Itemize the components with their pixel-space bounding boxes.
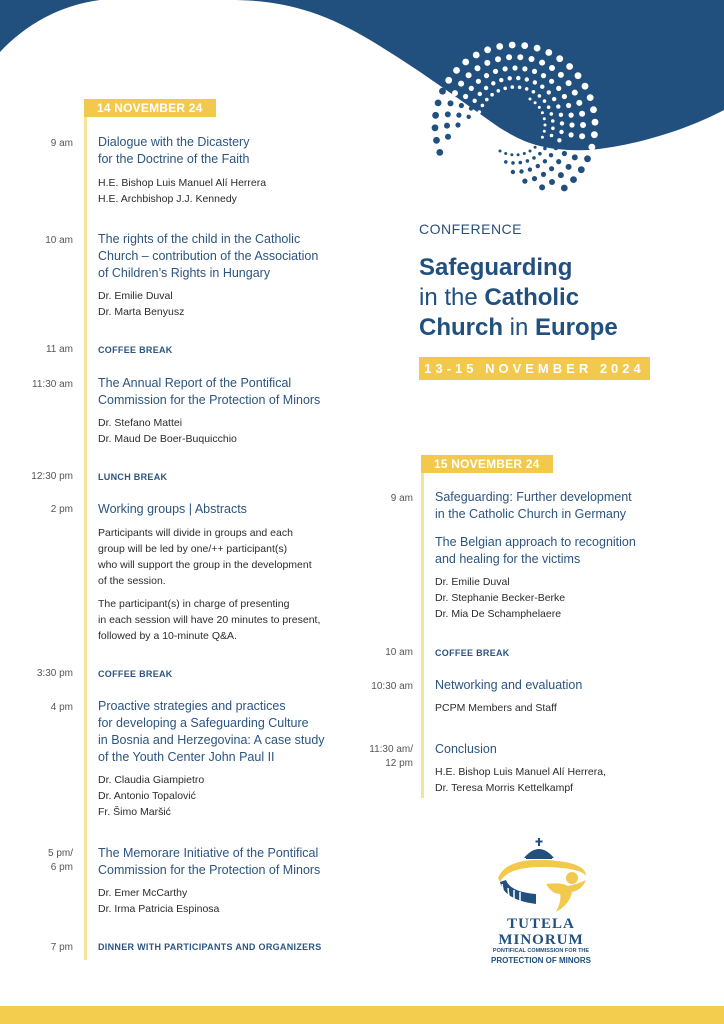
emblem-dot — [459, 103, 464, 108]
time-line: 6 pm — [50, 862, 73, 873]
session-speakers — [98, 885, 219, 917]
emblem-dot — [466, 72, 472, 78]
emblem-dot — [543, 117, 546, 120]
emblem-dot — [543, 147, 547, 151]
session-time — [13, 847, 73, 875]
speaker: Dr. Teresa Morris Kettelkampf — [435, 782, 574, 794]
emblem-dot — [547, 105, 551, 109]
emblem-dot — [556, 159, 561, 164]
emblem-dot — [445, 134, 451, 140]
break-label: COFFEE BREAK — [98, 669, 173, 679]
speaker: Dr. Mia De Schamphelaere — [435, 608, 562, 620]
emblem-dot — [525, 87, 529, 91]
title-word: in the — [419, 284, 485, 311]
emblem-dot — [592, 119, 599, 126]
emblem-dot — [436, 149, 443, 156]
emblem-dot — [547, 141, 551, 145]
emblem-dot — [512, 65, 517, 70]
logo-subtitle: PROTECTION OF MINORS — [491, 956, 591, 965]
emblem-dot — [541, 136, 544, 139]
emblem-dot — [543, 99, 547, 103]
emblem-dot — [541, 73, 546, 78]
day2-timeline — [421, 456, 424, 798]
emblem-dot — [566, 80, 572, 86]
session-speakers — [98, 288, 184, 320]
emblem-dot — [539, 184, 545, 190]
emblem-dot — [432, 124, 439, 131]
description-line: of the session. — [98, 575, 166, 587]
emblem-dot — [579, 133, 585, 139]
emblem-dot — [529, 98, 532, 101]
title-line: Church – contribution of the Association — [98, 249, 319, 263]
emblem-dot — [523, 152, 526, 155]
emblem-dot — [589, 144, 596, 151]
conference-label: CONFERENCE — [419, 221, 523, 237]
title-line: The Memorare Initiative of the Pontifical — [98, 846, 319, 860]
emblem-dot — [543, 130, 546, 133]
emblem-dot — [549, 179, 555, 185]
emblem-dot — [580, 122, 586, 128]
emblem-dot — [551, 127, 555, 131]
day1-timeline — [84, 100, 87, 960]
emblem-dot — [541, 111, 544, 114]
emblem-dot — [558, 72, 564, 78]
emblem-dot — [476, 79, 481, 84]
session-title — [98, 845, 320, 879]
logo-name — [470, 916, 612, 948]
emblem-dot — [559, 130, 563, 134]
emblem-dot — [540, 85, 544, 89]
emblem-dot — [439, 88, 446, 95]
speaker: Fr. Šimo Maršić — [98, 806, 171, 818]
emblem-dot — [463, 94, 468, 99]
emblem-dot — [550, 134, 554, 138]
emblem-dot — [556, 104, 560, 108]
emblem-dot — [495, 56, 501, 62]
emblem-dot — [541, 172, 546, 177]
session-time: 10 am — [45, 235, 73, 246]
title-word: Safeguarding — [419, 254, 573, 281]
emblem-dot — [572, 90, 578, 96]
emblem-dot — [432, 112, 439, 119]
emblem-dot — [522, 66, 527, 71]
emblem-dot — [566, 103, 571, 108]
title-word: in — [503, 314, 536, 341]
emblem-dot — [549, 65, 555, 71]
title-line: Safeguarding: Further development — [435, 490, 632, 504]
emblem-dot — [511, 161, 515, 165]
speaker: Dr. Emer McCarthy — [98, 887, 188, 899]
emblem-dot — [549, 166, 554, 171]
dotted-spiral-emblem-icon — [430, 30, 630, 220]
emblem-dot — [566, 63, 573, 70]
session-time: 2 pm — [50, 504, 73, 515]
emblem-dot — [444, 123, 450, 129]
emblem-dot — [497, 89, 501, 93]
date-banner: 13-15 NOVEMBER 2024 — [419, 357, 650, 380]
emblem-dot — [556, 55, 563, 62]
emblem-dot — [575, 72, 582, 79]
emblem-dot — [584, 155, 591, 162]
session-time: 11:30 am — [32, 379, 73, 390]
title-line: Working groups | Abstracts — [98, 502, 247, 516]
emblem-dot — [469, 106, 473, 110]
emblem-dot — [529, 56, 535, 62]
session-time: 10:30 am — [371, 681, 413, 692]
emblem-dot — [525, 77, 529, 81]
emblem-dot — [445, 111, 451, 117]
session-speakers — [435, 764, 606, 796]
speaker: Dr. Marta Benyusz — [98, 306, 185, 318]
emblem-dot — [576, 100, 582, 106]
title-word: Europe — [535, 314, 618, 341]
emblem-dot — [475, 65, 481, 71]
emblem-dot — [462, 59, 469, 66]
emblem-dot — [572, 154, 578, 160]
emblem-dot — [536, 164, 540, 168]
emblem-dot — [473, 52, 480, 59]
emblem-dot — [587, 94, 594, 101]
emblem-dot — [558, 172, 564, 178]
emblem-dot — [485, 98, 489, 102]
emblem-dot — [557, 138, 561, 142]
emblem-dot — [458, 81, 464, 87]
emblem-dot — [503, 87, 507, 91]
speaker: Dr. Stefano Mattei — [98, 417, 183, 429]
description-line: group will be led by one/++ participant(s) — [98, 543, 288, 555]
session-time: 10 am — [385, 647, 413, 658]
session-title — [435, 534, 636, 568]
emblem-dot — [528, 167, 532, 171]
emblem-dot — [511, 85, 515, 89]
emblem-dot — [590, 106, 597, 113]
emblem-dot — [570, 176, 577, 183]
session-title — [435, 677, 582, 694]
emblem-dot — [484, 73, 489, 78]
title-line: of the Youth Center John Paul II — [98, 750, 275, 764]
logo-name-line: MINORUM — [498, 932, 584, 948]
emblem-dot — [478, 110, 482, 114]
speaker: Dr. Emilie Duval — [435, 576, 510, 588]
session-time: 9 am — [50, 138, 73, 149]
session-title — [98, 501, 247, 518]
emblem-dot — [448, 100, 454, 106]
tutela-minorum-logo-icon — [486, 838, 596, 918]
time-line: 11:30 am/ — [369, 744, 413, 755]
emblem-dot — [554, 146, 558, 150]
description-line: The participant(s) in charge of presenting — [98, 598, 290, 610]
emblem-dot — [538, 141, 541, 144]
title-line: Networking and evaluation — [435, 678, 583, 692]
speaker: Dr. Emilie Duval — [98, 290, 173, 302]
emblem-dot — [566, 164, 572, 170]
emblem-dot — [552, 97, 556, 101]
emblem-dot — [473, 99, 477, 103]
emblem-dot — [539, 60, 545, 66]
emblem-dot — [532, 69, 537, 74]
emblem-dot — [521, 42, 528, 49]
session-time: 11 am — [45, 344, 73, 355]
speaker: Dr. Maud De Boer-Buquicchio — [98, 433, 237, 445]
emblem-dot — [522, 179, 527, 184]
session-speakers — [98, 415, 237, 447]
emblem-dot — [491, 81, 495, 85]
title-line: Dialogue with the Dicastery — [98, 135, 250, 149]
session-description — [98, 525, 312, 589]
title-line: in the Catholic Church in Germany — [435, 507, 627, 521]
session-time: 4 pm — [50, 702, 73, 713]
emblem-dot — [510, 153, 513, 156]
emblem-dot — [481, 104, 485, 108]
session-time: 7 pm — [50, 942, 73, 953]
emblem-dot — [533, 80, 537, 84]
session-title — [435, 489, 632, 523]
emblem-dot — [503, 66, 508, 71]
emblem-dot — [532, 176, 537, 181]
footer-bar — [0, 1006, 724, 1024]
emblem-dot — [562, 151, 567, 156]
emblem-dot — [534, 45, 541, 52]
speaker: Dr. Antonio Topalović — [98, 790, 196, 802]
break-label: DINNER WITH PARTICIPANTS AND ORGANIZERS — [98, 942, 322, 952]
emblem-dot — [582, 83, 589, 90]
emblem-dot — [591, 131, 598, 138]
emblem-dot — [561, 185, 568, 192]
title-line: for the Doctrine of the Faith — [98, 152, 250, 166]
emblem-dot — [504, 152, 507, 155]
emblem-dot — [445, 77, 452, 84]
time-line: 5 pm/ — [47, 848, 73, 859]
session-title — [98, 231, 318, 282]
emblem-dot — [538, 94, 542, 98]
emblem-dot — [559, 113, 563, 117]
speaker: H.E. Bishop Luis Manuel Alí Herrera — [98, 177, 267, 189]
emblem-dot — [545, 49, 552, 56]
emblem-dot — [532, 156, 536, 160]
emblem-dot — [517, 54, 523, 60]
emblem-dot — [569, 122, 574, 127]
emblem-dot — [484, 86, 488, 90]
emblem-dot — [549, 153, 553, 157]
emblem-dot — [478, 92, 482, 96]
speaker: Dr. Stephanie Becker-Berke — [435, 592, 566, 604]
emblem-dot — [504, 160, 508, 164]
emblem-dot — [547, 90, 551, 94]
emblem-dot — [469, 86, 474, 91]
emblem-dot — [484, 46, 491, 53]
emblem-dot — [526, 159, 530, 163]
session-speakers — [435, 700, 557, 716]
emblem-dot — [511, 170, 515, 174]
session-title — [98, 698, 325, 766]
session-title — [435, 741, 497, 758]
emblem-dot — [566, 142, 571, 147]
emblem-dot — [543, 159, 547, 163]
emblem-dot — [518, 86, 522, 90]
session-title — [98, 134, 249, 168]
logo-subtitle: PONTIFICAL COMMISSION FOR THE — [492, 948, 590, 954]
speaker: Dr. Irma Patricia Espinosa — [98, 903, 220, 915]
title-word: Church — [419, 314, 503, 341]
emblem-dot — [532, 90, 536, 94]
emblem-dot — [538, 106, 541, 109]
emblem-dot — [538, 152, 542, 156]
break-label: LUNCH BREAK — [98, 472, 168, 482]
session-title — [98, 375, 320, 409]
title-word: Catholic — [484, 284, 580, 311]
title-line: and healing for the victims — [435, 552, 581, 566]
emblem-dot — [499, 150, 502, 153]
emblem-dot — [508, 76, 512, 80]
emblem-dot — [467, 115, 471, 119]
session-time: 12:30 pm — [31, 471, 73, 482]
session-speakers — [435, 574, 565, 622]
emblem-dot — [578, 166, 585, 173]
logo-name-line: TUTELA — [507, 916, 575, 932]
title-line: Conclusion — [435, 742, 497, 756]
session-time: 3:30 pm — [36, 668, 73, 679]
speaker: PCPM Members and Staff — [435, 702, 557, 714]
day1-label: 14 NOVEMBER 24 — [84, 99, 216, 117]
emblem-dot — [579, 111, 585, 117]
session-speakers — [98, 175, 266, 207]
emblem-dot — [433, 137, 440, 144]
emblem-dot — [534, 101, 537, 104]
description-line: who will support the group in the development — [98, 559, 312, 571]
emblem-dot — [544, 124, 547, 127]
title-line: Proactive strategies and practices — [98, 699, 286, 713]
emblem-dot — [576, 144, 582, 150]
emblem-dot — [529, 150, 532, 153]
speaker: Dr. Claudia Giampietro — [98, 774, 205, 786]
emblem-dot — [456, 113, 461, 118]
emblem-dot — [496, 43, 503, 50]
break-label: COFFEE BREAK — [435, 648, 510, 658]
emblem-dot — [453, 67, 460, 74]
emblem-dot — [562, 94, 567, 99]
title-line: Commission for the Protection of Minors — [98, 863, 321, 877]
time-line: 12 pm — [385, 758, 413, 769]
title-line: The rights of the child in the Catholic — [98, 232, 301, 246]
emblem-dot — [569, 113, 574, 118]
emblem-dot — [556, 86, 561, 91]
emblem-dot — [551, 119, 555, 123]
title-line: Commission for the Protection of Minors — [98, 393, 321, 407]
speaker: H.E. Archbishop J.J. Kennedy — [98, 193, 237, 205]
title-line: of Children’s Rights in Hungary — [98, 266, 271, 280]
emblem-dot — [435, 100, 442, 107]
title-line: The Belgian approach to recognition — [435, 535, 636, 549]
emblem-dot — [516, 76, 520, 80]
conference-title — [419, 253, 618, 343]
emblem-dot — [534, 146, 537, 149]
speaker: H.E. Bishop Luis Manuel Alí Herrera, — [435, 766, 606, 778]
emblem-dot — [452, 90, 458, 96]
description-line: followed by a 10-minute Q&A. — [98, 630, 237, 642]
session-description — [98, 596, 320, 644]
emblem-dot — [490, 93, 494, 97]
description-line: Participants will divide in groups and each — [98, 527, 293, 539]
title-line: The Annual Report of the Pontifical — [98, 376, 292, 390]
emblem-dot — [506, 54, 512, 60]
session-speakers — [98, 772, 204, 820]
day2-label: 15 NOVEMBER 24 — [421, 455, 553, 473]
emblem-dot — [560, 121, 564, 125]
session-time — [353, 743, 413, 771]
emblem-dot — [509, 42, 516, 49]
title-line: for developing a Safeguarding Culture — [98, 716, 309, 730]
description-line: in each session will have 20 minutes to present, — [98, 614, 321, 626]
emblem-dot — [519, 169, 523, 173]
emblem-dot — [455, 122, 460, 127]
break-label: COFFEE BREAK — [98, 345, 173, 355]
emblem-dot — [549, 79, 554, 84]
session-time: 9 am — [390, 493, 413, 504]
emblem-dot — [569, 132, 574, 137]
emblem-dot — [550, 112, 554, 116]
emblem-dot — [493, 69, 498, 74]
emblem-dot — [484, 60, 490, 66]
title-line: in Bosnia and Herzegovina: A case study — [98, 733, 325, 747]
emblem-dot — [517, 153, 520, 156]
emblem-dot — [519, 161, 523, 165]
emblem-dot — [499, 78, 503, 82]
